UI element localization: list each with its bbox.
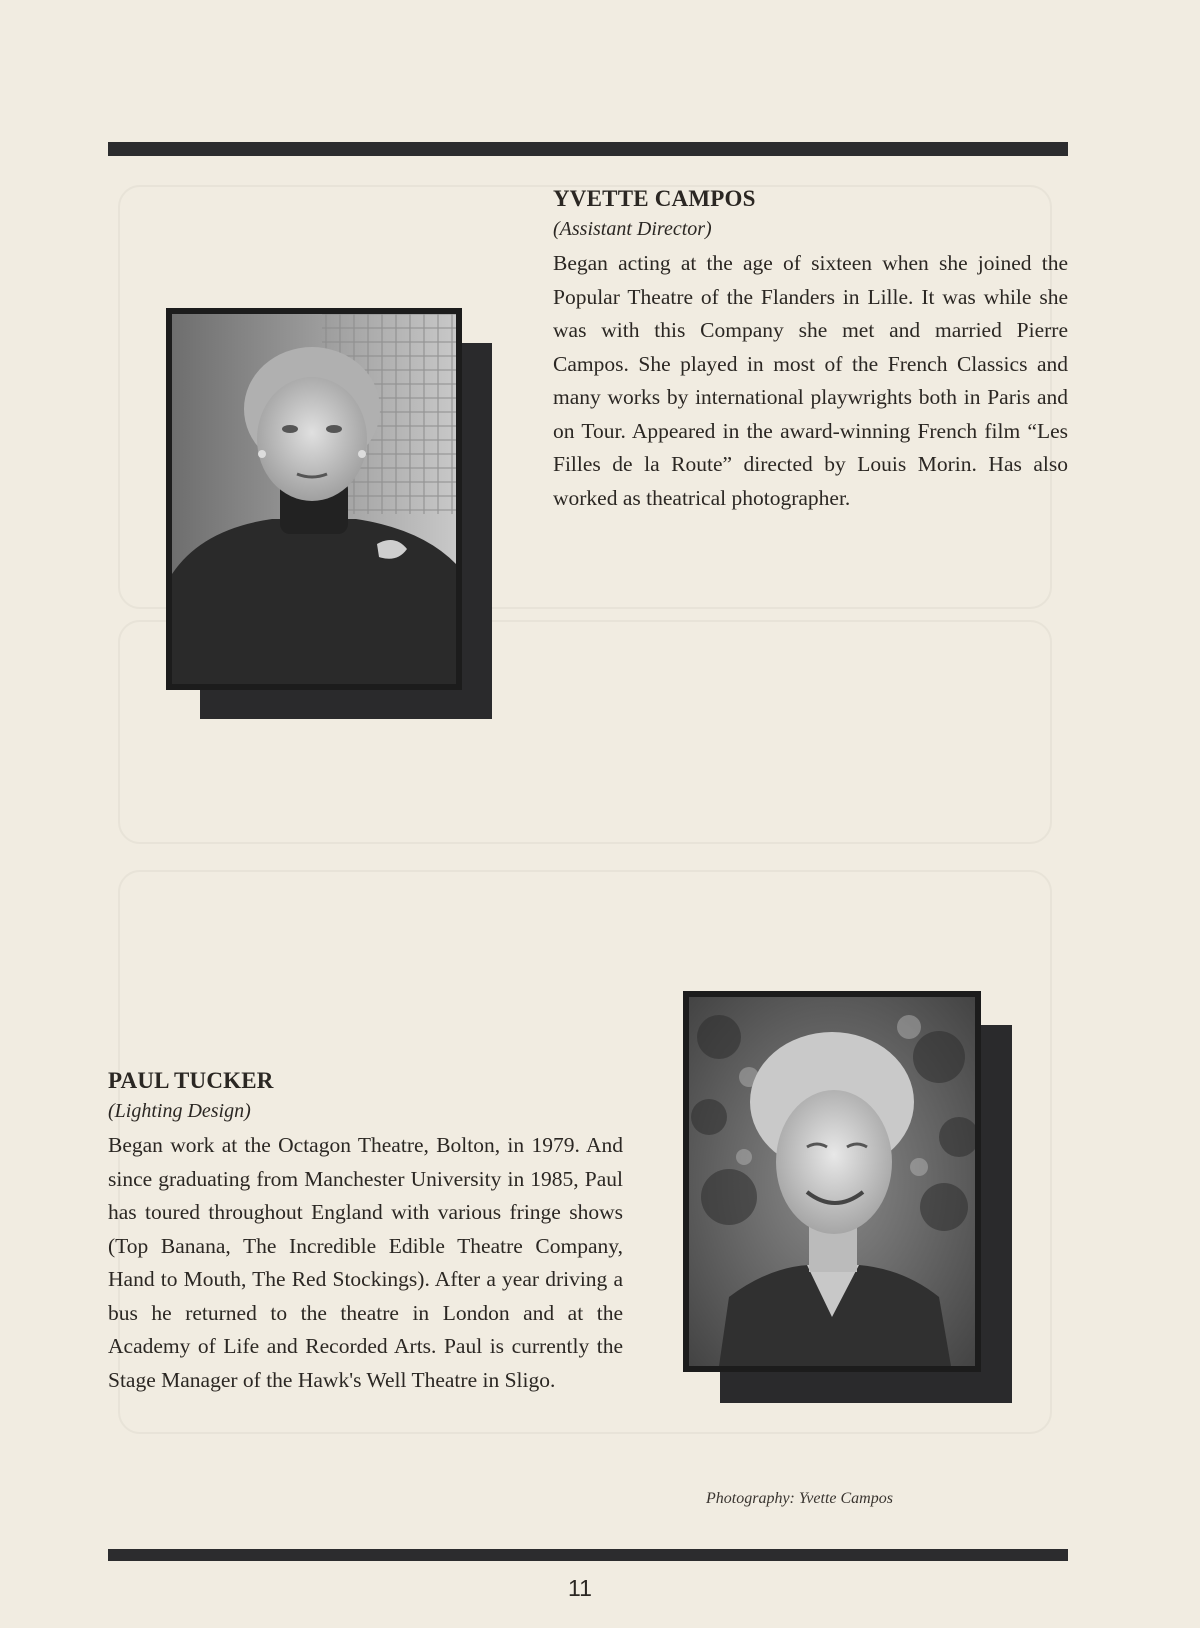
bio-text: Began work at the Octagon Theatre, Bolton, in 1979. And since graduating from Manchester University in 1985, Paul has toured throughout England with various fringe shows (Top Banana, The Incredible Edible Theatre Company, Hand to Mouth, The Red Stockings). After a year driving a bus he returned to the theatre in London and at the Academy of Life and Recorded Arts. Paul is currently the Stage Manager of the Hawk's Well Theatre in Sligo. [108,1133,623,1392]
bio-name: PAUL TUCKER [108,1068,274,1093]
photo-credit: Photography: Yvette Campos [706,1490,893,1507]
top-rule [108,142,1068,156]
bio-role: (Assistant Director) [553,218,712,240]
paul-tucker-bio [108,1068,623,1397]
paul-portrait-image [689,997,975,1366]
yvette-campos-bio [553,186,1068,515]
bottom-rule [108,1549,1068,1561]
bio-role: (Lighting Design) [108,1100,251,1122]
yvette-portrait-image [172,314,456,684]
page-number: 11 [568,1575,592,1601]
bio-name: YVETTE CAMPOS [553,186,756,211]
bio-text: Began acting at the age of sixteen when she joined the Popular Theatre of the Flanders in Lille. It was while she was with this Company she met and married Pierre Campos. She played in most of the French Classics and many works by international playwrights both in Paris and on Tour. Appeared in the award-winning French film “Les Filles de la Route” directed by Louis Morin. Has also worked as theatrical photographer. [553,251,1068,510]
paul-portrait-photo [683,991,981,1372]
yvette-portrait-photo [166,308,462,690]
